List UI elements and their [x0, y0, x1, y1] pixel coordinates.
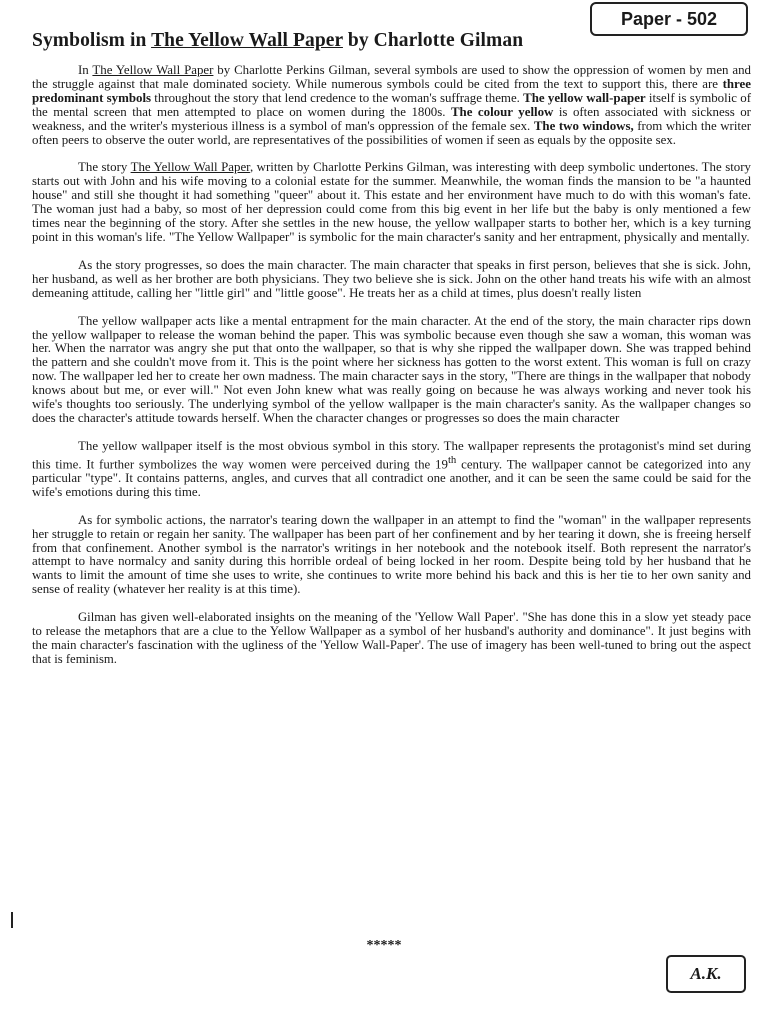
- superscript: th: [447, 453, 457, 466]
- paper-number-badge: [590, 2, 748, 36]
- text-run: from which the writer often peers to observe the outer world, are representatives of the possibilities of women if seen as equals by the opposite sex.: [32, 118, 751, 147]
- author-initials-badge: [666, 955, 746, 993]
- paragraph-5: [32, 440, 751, 500]
- text-run: The yellow wallpaper itself is the most obvious symbol in this story. The wallpaper represents the protagonist's mind set during this time. It further symbolizes the way women were perceived during the 19: [32, 438, 751, 472]
- end-stars: *****: [366, 938, 402, 953]
- text-run: by Charlotte Perkins Gilman, several symbols are used to show the oppression of women by men and the struggle against that male dominated society. While numerous symbols could be cited from the text to support this, there are: [32, 63, 751, 91]
- paragraph-6: As for symbolic actions, the narrator's tearing down the wallpaper in an attempt to find the "woman" in the wallpaper represents her struggle to retain or regain her sanity. The wallpaper has been part of her confinement and by her tearing it down, she is freeing herself from that confinement. Another symbol is the narrator's writings in her notebook and the notebook itself. Both represent the narrator's attempt to have normalcy and sanity during this horrible ordeal of being locked in her room. Despite being told by her husband that he wants to limit the amount of time she uses to write, she continues to write more behind his back and this is her tie to her own sanity and sense of reality (whatever her reality is at this time).: [32, 512, 751, 597]
- title-work-name: The Yellow Wall Paper: [151, 30, 343, 51]
- underlined-title: The Yellow Wall Paper: [92, 63, 214, 77]
- paragraph-2: [32, 161, 751, 244]
- text-run: itself is symbolic of the mental screen that men attempted to place on women during the 1800s.: [32, 90, 751, 119]
- bold-phrase: three predominant symbols: [32, 76, 751, 105]
- paragraph-4: The yellow wallpaper acts like a mental entrapment for the main character. At the end of the story, the main character rips down the yellow wallpaper to release the woman behind the paper. This was symbolic because even though she saw a woman, this woman was her. When the narrator was angry she put that onto the wallpaper, so that is why she ripped the wallpaper down. She was trapped behind the pattern and she couldn't move from it. This is the point where her sickness has gotten to the worst extent. This woman is full on crazy now. The wallpaper led her to create her own madness. The main character says in the story, "There are things in the wallpaper that nobody knows about but me, or ever will." Not even John knew what was really going on because he was always working and never took his wife's thoughts too seriously. The underlying symbol of the yellow wallpaper is the main character's sanity. As the wallpaper changes so does the character's attitude towards herself. When the character changes or progresses so does the main character: [32, 313, 751, 425]
- author-initials: A.K.: [690, 964, 722, 983]
- text-run: In: [78, 63, 93, 77]
- text-run: , written by Charlotte Perkins Gilman, was interesting with deep symbolic undertones. The story starts out with John and his wife moving to a colonial estate for the summer. Meanwhile, the woman finds the mansion to be "a haunted house" and still she thought it had something "queer" about it. This estate and her environment have much to do with this woman's fate. The woman just had a baby, so most of her depression could come from this big event in her life but the baby is only mentioned a few times near the beginning of the story. After she settles in the new house, the yellow wallpaper starts to bother her, which is a key turning point in this woman's life. "The Yellow Wallpaper" is symbolic for the main character's sanity and her entrapment, physically and mentally.: [32, 160, 751, 244]
- underlined-title: The Yellow Wall Paper: [130, 160, 250, 175]
- title-suffix: by Charlotte Gilman: [342, 30, 524, 51]
- paper-number-label: Paper - 502: [620, 9, 718, 29]
- margin-mark: [11, 912, 13, 928]
- title-prefix: Symbolism in: [32, 30, 152, 51]
- text-run: The story: [78, 160, 131, 175]
- bold-phrase: The colour yellow: [450, 104, 554, 119]
- paragraph-1: [32, 64, 751, 147]
- text-run: is often associated with sickness or weakness, and the writer's mysterious illness is a symbol of man's oppression of the female sex.: [32, 104, 751, 133]
- bold-phrase: The two windows,: [533, 118, 634, 133]
- paragraph-3: As the story progresses, so does the main character. The main character that speaks in first person, believes that she is sick. John, her husband, as well as her brother are both physicians. They two believe she is sick. John on the other hand treats his wife with an almost demeaning attitude, calling her "little girl" and "little goose". He treats her as a child at times, plus doesn't really listen: [32, 257, 751, 300]
- essay-body: [32, 64, 751, 681]
- bold-phrase: The yellow wall-paper: [523, 90, 646, 105]
- page-title: [32, 30, 523, 52]
- text-run: century. The wallpaper cannot be categorized into any particular "type". It contains patterns, angles, and curves that all contradict one another, and it can be seen the same could be said for the wife's emotions during this time.: [32, 457, 751, 499]
- paragraph-7: Gilman has given well-elaborated insights on the meaning of the 'Yellow Wall Paper'. "She has done this in a slow yet steady pace to release the metaphors that are a clue to the Yellow Wallpaper as a symbol of her husband's authority and dominance". It just begins with the main character's fascination with the ugliness of the 'Yellow Wall-Paper'. The use of imagery has been well-tuned to bring out the aspect that is feminism.: [32, 610, 751, 666]
- text-run: throughout the story that lend credence to the woman's suffrage theme.: [151, 90, 524, 105]
